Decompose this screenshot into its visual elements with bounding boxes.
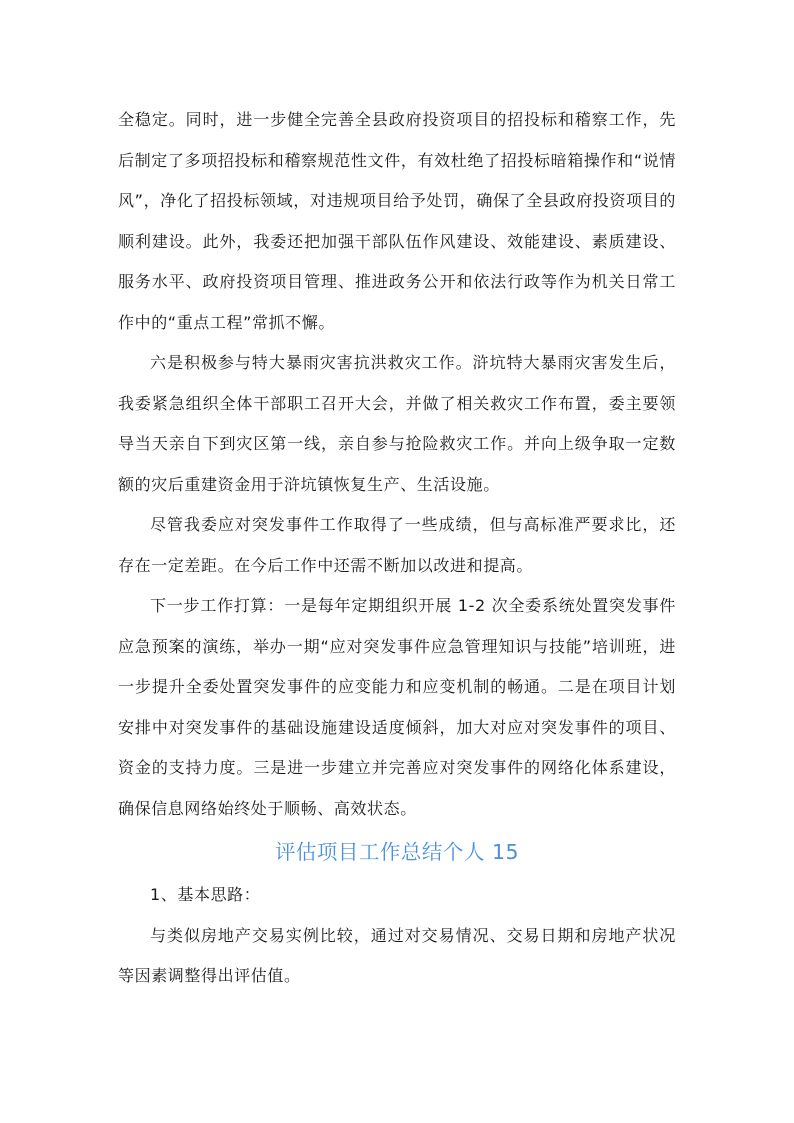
section-title: 评估项目工作总结个人 15 — [274, 840, 520, 864]
paragraph-flood-relief: 六是积极参与特大暴雨灾害抗洪救灾工作。浒坑特大暴雨灾害发生后，我委紧急组织全体干部职工召开大会，并做了相关救灾工作布置，委主要领导当天亲自下到灾区第一线，亲自参与抢险救灾工作。并向上级争取一定数额的灾后重建资金用于浒坑镇恢复生产、生活设施。 — [118, 353, 676, 494]
paragraph-continuation: 全稳定。同时，进一步健全完善全县政府投资项目的招投标和稽察工作，先后制定了多项招投标和稽察规范性文件，有效杜绝了招投标暗箱操作和“说情风”，净化了招投标领域，对违规项目给予处罚，确保了全县政府投资项目的顺利建设。此外，我委还把加强干部队伍作风建设、效能建设、素质建设、服务水平、政府投资项目管理、推进政务公开和依法行政等作为机关日常工作中的“重点工程”常抓不懈。 — [118, 110, 676, 332]
paragraph-next-steps: 下一步工作打算：一是每年定期组织开展 1-2 次全委系统处置突发事件应急预案的演练，举办一期“应对突发事件应急管理知识与技能”培训班，进一步提升全委处置突发事件的应变能力和应变机制的畅通。二是在项目计划安排中对突发事件的基础设施建设适度倾斜，加大对应对突发事件的项目、资金的支持力度。三是进一步建立并完善应对突发事件的网络化体系建设，确保信息网络始终处于顺畅、高效状态。 — [118, 596, 676, 818]
paragraph-basic-idea-text: 与类似房地产交易实例比较，通过对交易情况、交易日期和房地产状况等因素调整得出评估值。 — [118, 925, 676, 985]
paragraph-shortcomings: 尽管我委应对突发事件工作取得了一些成绩，但与高标准严要求比，还存在一定差距。在今后工作中还需不断加以改进和提高。 — [118, 515, 676, 575]
document-body — [118, 100, 676, 997]
paragraph-basic-idea-label: 1、基本思路： — [150, 885, 261, 904]
